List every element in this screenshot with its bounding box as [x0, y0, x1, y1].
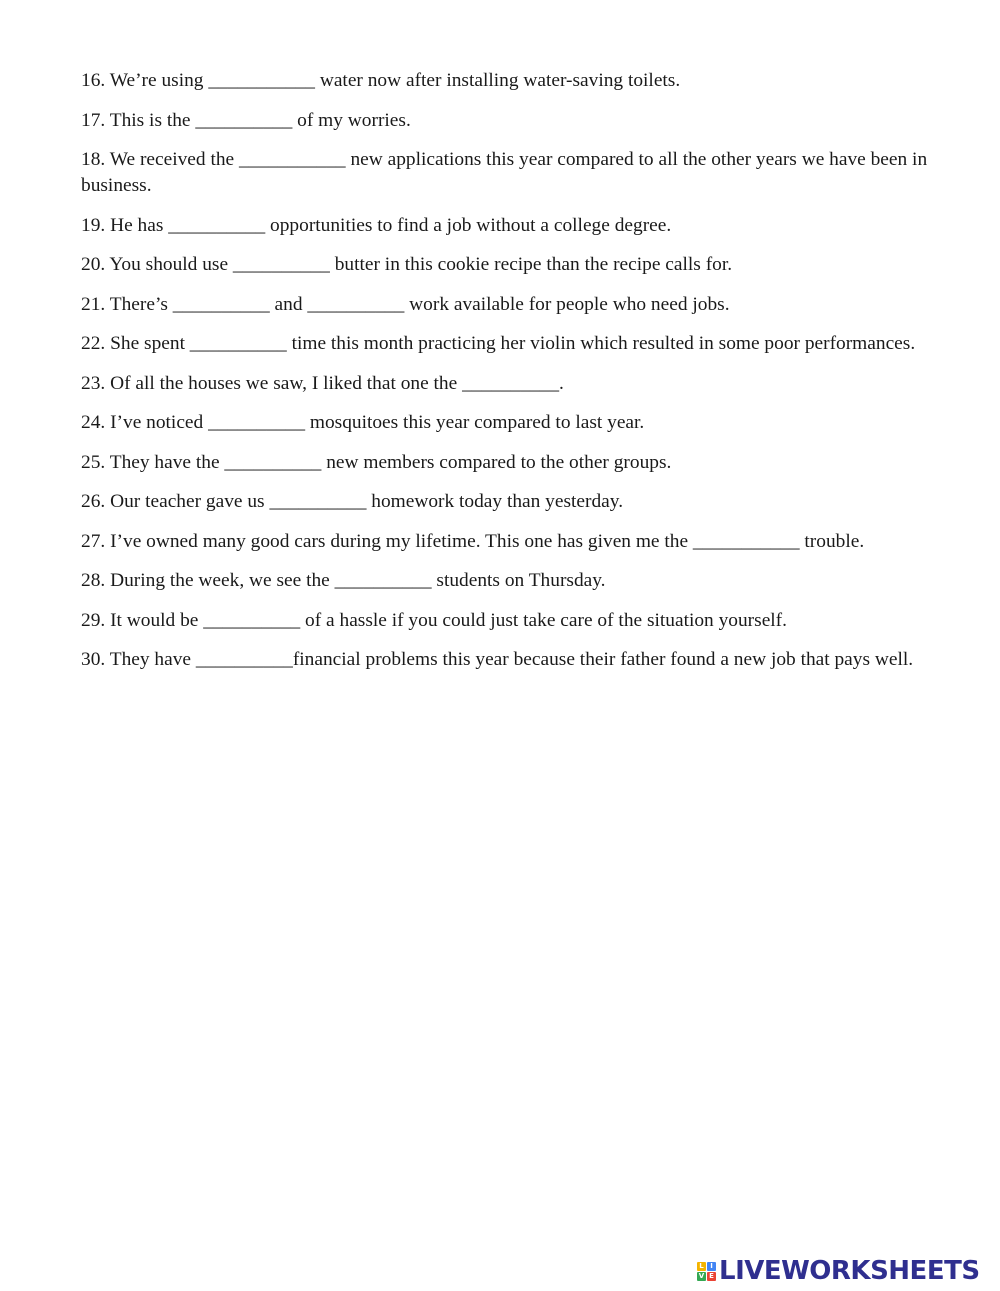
- question-16: 16. We’re using ___________ water now after installing water-saving toilets.: [81, 70, 681, 91]
- question-26: 26. Our teacher gave us __________ homework today than yesterday.: [81, 491, 624, 512]
- question-23: 23. Of all the houses we saw, I liked that one the __________.: [81, 372, 564, 394]
- question-30: 30. They have __________financial problems this year because their father found a new job that pays well.: [81, 649, 914, 670]
- question-17: 17. This is the __________ of my worries.: [81, 109, 411, 131]
- logo-mark-cell: I: [707, 1262, 716, 1271]
- question-25: 25. They have the __________ new members compared to the other groups.: [81, 451, 672, 473]
- question-29: 29. It would be __________ of a hassle if you could just take care of the situation yourself.: [81, 609, 787, 631]
- logo-mark-cell: L: [697, 1262, 706, 1271]
- question-27: 27. I’ve owned many good cars during my lifetime. This one has given me the ___________ trouble.: [81, 530, 865, 552]
- logo-mark-cell: E: [707, 1272, 716, 1281]
- logo-wordmark: LIVEWORKSHEETS: [719, 1256, 980, 1286]
- question-20: 20. You should use __________ butter in this cookie recipe than the recipe calls for.: [81, 254, 733, 275]
- liveworksheets-logo-icon: [697, 1262, 716, 1281]
- question-22: 22. She spent __________ time this month practicing her violin which resulted in some poor performances.: [81, 333, 916, 354]
- question-24: 24. I’ve noticed __________ mosquitoes this year compared to last year.: [81, 412, 645, 433]
- logo-mark-cell: V: [698, 1271, 705, 1280]
- question-28: 28. During the week, we see the __________ students on Thursday.: [81, 570, 606, 591]
- worksheet-questions: [81, 68, 951, 687]
- liveworksheets-logo: [697, 1256, 980, 1286]
- question-18: 18. We received the ___________ new applications this year compared to all the other years we have been in business.: [81, 149, 928, 196]
- question-21: 21. There’s __________ and __________ work available for people who need jobs.: [81, 293, 730, 315]
- question-19: 19. He has __________ opportunities to find a job without a college degree.: [81, 214, 672, 236]
